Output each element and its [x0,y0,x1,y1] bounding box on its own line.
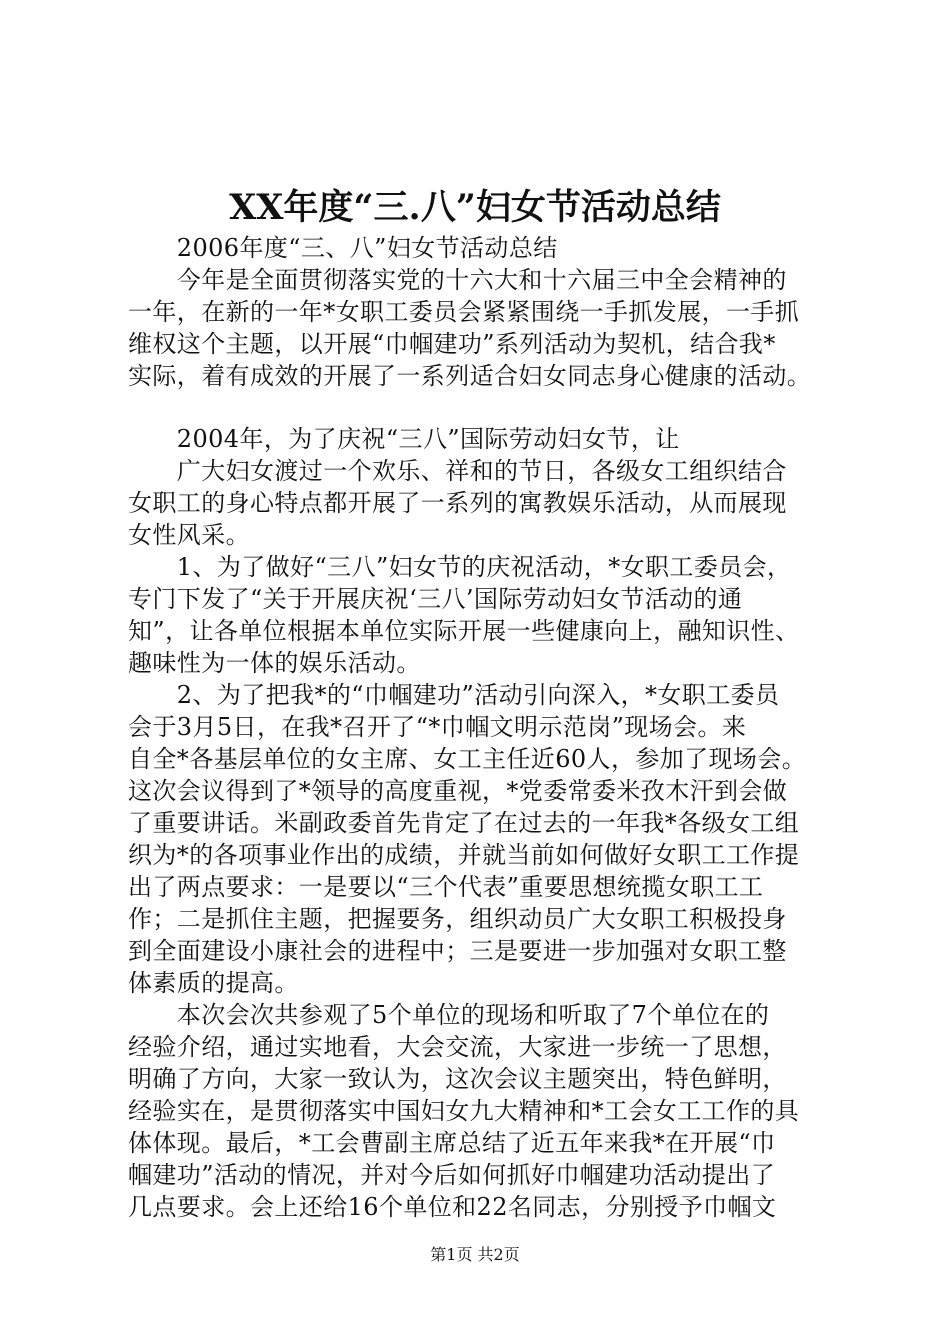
text-line: 了重要讲话。米副政委首先肯定了在过去的一年我*各级女工组 [128,809,800,837]
text-line: 专门下发了“关于开展庆祝‘三八’国际劳动妇女节活动的通 [128,585,743,613]
text-line: 知”，让各单位根据本单位实际开展一些健康向上，融知识性、 [128,617,800,645]
text-line: 维权这个主题，以开展“巾帼建功”系列活动为契机，结合我* [128,330,776,358]
text-line: 实际，着有成效的开展了一系列适合妇女同志身心健康的活动。 [128,362,812,390]
text-line: 体素质的提高。 [128,969,299,997]
document-body [128,232,833,1223]
page-footer: 第1页 共2页 [430,1245,520,1264]
text-line: 2004年，为了庆祝“三八”国际劳动妇女节，让 [128,425,680,453]
text-line: 2006年度“三、八”妇女节活动总结 [128,234,558,262]
text-line: 趣味性为一体的娱乐活动。 [128,649,421,677]
text-line: 帼建功”活动的情况，并对今后如何抓好巾帼建功活动提出了 [128,1161,776,1189]
text-line: 出了两点要求：一是要以“三个代表”重要思想统揽女职工工 [128,873,764,901]
text-line: 1、为了做好“三八”妇女节的庆祝活动，*女职工委员会， [128,553,792,581]
text-line: 织为*的各项事业作出的成绩，并就当前如何做好女职工工作提 [128,841,800,869]
text-line: 广大妇女渡过一个欢乐、祥和的节日，各级女工组织结合 [128,457,787,485]
text-line: 2、为了把我*的“巾帼建功”活动引向深入，*女职工委员 [128,681,780,709]
text-line: 这次会议得到了*领导的高度重视，*党委常委米孜木汗到会做 [128,777,788,805]
text-line: 女性风采。 [128,521,250,549]
text-line: 会于3月5日，在我*召开了“*巾帼文明示范岗”现场会。来 [128,713,747,741]
text-line: 女职工的身心特点都开展了一系列的寓教娱乐活动，从而展现 [128,489,787,517]
text-line: 作；二是抓住主题，把握要务，组织动员广大女职工积极投身 [128,905,787,933]
text-line: 一年，在新的一年*女职工委员会紧紧围绕一手抓发展，一手抓 [128,298,800,326]
text-line: 到全面建设小康社会的进程中；三是要进一步加强对女职工整 [128,937,787,965]
text-line: 经验实在，是贯彻落实中国妇女九大精神和*工会女工工作的具 [128,1097,800,1125]
text-line: 自全*各基层单位的女主席、女工主任近60人，参加了现场会。 [128,745,807,773]
text-line: 经验介绍，通过实地看，大会交流，大家进一步统一了思想， [128,1033,787,1061]
paragraph-gap [128,392,833,423]
text-line: 体体现。最后，*工会曹副主席总结了近五年来我*在开展“巾 [128,1129,776,1157]
text-line: 几点要求。会上还给16个单位和22名同志，分别授予巾帼文 [128,1193,777,1221]
text-line: 本次会次共参观了5个单位的现场和听取了7个单位在的 [128,1001,770,1029]
document-title: XX年度“三.八”妇女节活动总结 [229,187,721,228]
text-line: 明确了方向，大家一致认为，这次会议主题突出，特色鲜明， [128,1065,787,1093]
text-line: 今年是全面贯彻落实党的十六大和十六届三中全会精神的 [128,266,787,294]
